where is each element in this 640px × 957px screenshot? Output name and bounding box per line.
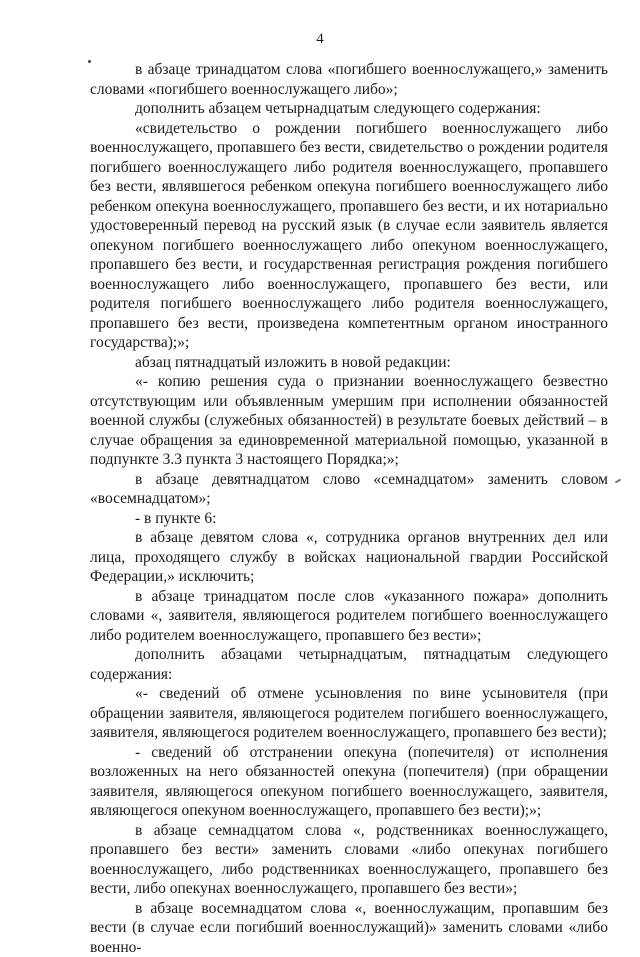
paragraph: «- сведений об отмене усыновления по вине усыновителя (при обращении заявителя, являющегося родителем погибшего военнослужащего, заявителя, являющегося родителем военнослужащего, пропавшего без вести); (90, 684, 608, 743)
paragraph: в абзаце тринадцатом слова «погибшего военнослужащего,» заменить словами «погибшего военнослужащего либо»; (90, 60, 608, 99)
paragraph: - в пункте 6: (90, 509, 608, 529)
scan-speck (615, 479, 621, 484)
paragraph: абзац пятнадцатый изложить в новой редакции: (90, 353, 608, 373)
paragraph: дополнить абзацами четырнадцатым, пятнадцатым следующего содержания: (90, 645, 608, 684)
paragraph: дополнить абзацем четырнадцатым следующего содержания: (90, 99, 608, 119)
paragraph: в абзаце тринадцатом после слов «указанного пожара» дополнить словами «, заявителя, являющегося родителем погибшего военнослужащего либо родителем военнослужащего, пропавшего без вести»; (90, 587, 608, 646)
page-number: 4 (0, 30, 640, 48)
paragraph: «- копию решения суда о признании военнослужащего безвестно отсутствующим или объявленным умершим при исполнении обязанностей военной службы (служебных обязанностей) в результате боевых действий – в случае обращения за единовременной материальной помощью, указанной в подпункте 3.3 пункта 3 настоящего Порядка;»; (90, 372, 608, 470)
paragraph: в абзаце семнадцатом слова «, родственниках военнослужащего, пропавшего без вести» заменить словами «либо опекунах погибшего военнослужащего, либо родственниках военнослужащего, пропавшего без вести, либо опекунах военнослужащего, пропавшего без вести»; (90, 821, 608, 899)
paragraph: - сведений об отстранении опекуна (попечителя) от исполнения возложенных на него обязанностей опекуна (попечителя) (при обращении заявителя, являющегося опекуном погибшего военнослужащего, заявителя, являющегося опекуном военнослужащего, пропавшего без вести);»; (90, 743, 608, 821)
paragraph: «свидетельство о рождении погибшего военнослужащего либо военнослужащего, пропавшего без вести, свидетельство о рождении родителя погибшего военнослужащего либо родителя военнослужащего, пропавшего без вести, являвшегося ребенком опекуна погибшего военнослужащего либо ребенком опекуна военнослужащего, пропавшего без вести, и их нотариально удостоверенный перевод на русский язык (в случае если заявитель является опекуном погибшего военнослужащего либо опекуном военнослужащего, пропавшего без вести, и государственная регистрация рождения погибшего военнослужащего либо военнослужащего, пропавшего без вести, или родителя погибшего военнослужащего либо родителя военнослужащего, пропавшего без вести, произведена компетентным органом иностранного государства);»; (90, 119, 608, 353)
paragraph: в абзаце восемнадцатом слова «, военнослужащим, пропавшим без вести (в случае если погибший военнослужащий)» заменить словами «либо военно- (90, 899, 608, 957)
paragraph: в абзаце девятнадцатом слово «семнадцатом» заменить словом «восемнадцатом»; (90, 470, 608, 509)
document-body (90, 60, 608, 957)
paragraph: в абзаце девятом слова «, сотрудника органов внутренних дел или лица, проходящего службу в войсках национальной гвардии Российской Федерации,» исключить; (90, 528, 608, 587)
